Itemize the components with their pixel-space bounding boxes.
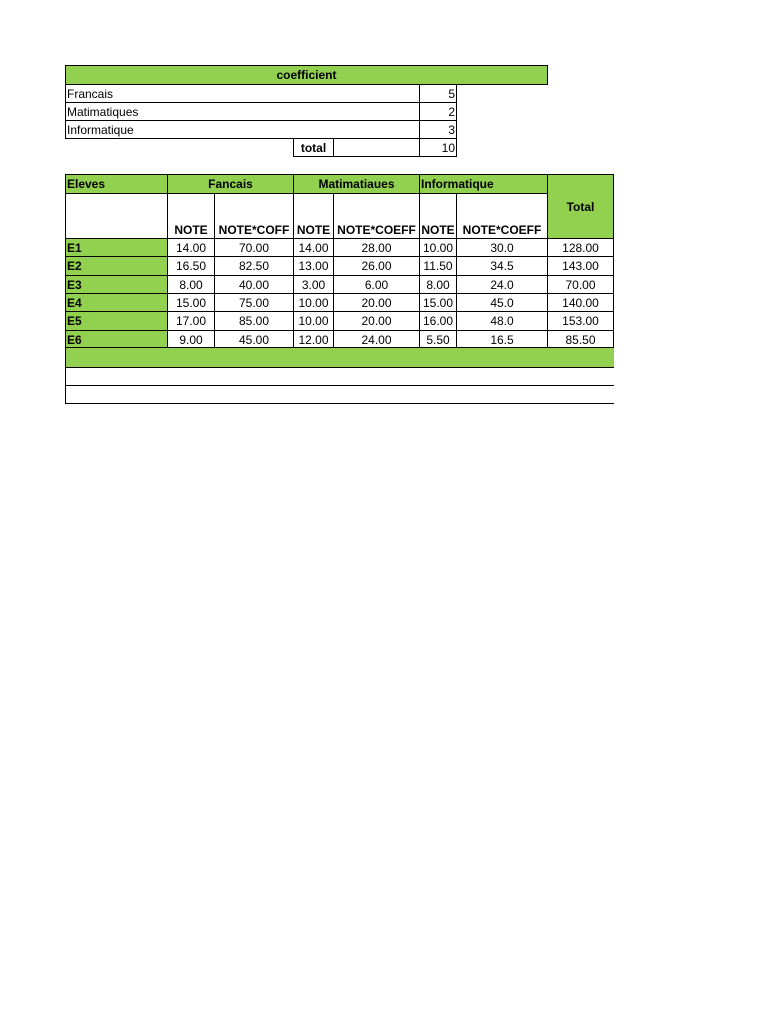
grade-cell-note-informatique: 15.00	[419, 293, 457, 312]
subheader-note-informatique: NOTE	[419, 193, 457, 239]
student-name-cell: E1	[65, 238, 168, 257]
grade-cell-notecoeff-informatique: 30.0	[456, 238, 548, 257]
subject-header-maths: Matimatiaues	[293, 174, 420, 194]
students-header: Eleves	[65, 174, 168, 194]
grade-cell-note-informatique: 11.50	[419, 256, 457, 276]
summary-row-blank-2	[65, 385, 614, 404]
coefficient-value-francais: 5	[419, 84, 457, 103]
student-name-cell: E2	[65, 256, 168, 276]
grade-cell-note-informatique: 16.00	[419, 311, 457, 331]
grade-cell-notecoeff-francais: 82.50	[214, 256, 294, 276]
total-cell: 70.00	[547, 275, 614, 294]
grade-cell-notecoeff-maths: 26.00	[333, 256, 420, 276]
coefficient-label-informatique: Informatique	[65, 120, 420, 139]
total-cell: 143.00	[547, 256, 614, 276]
grade-cell-notecoeff-francais: 40.00	[214, 275, 294, 294]
grade-cell-note-informatique: 8.00	[419, 275, 457, 294]
student-name-cell: E4	[65, 293, 168, 312]
student-name-cell: E3	[65, 275, 168, 294]
subheader-notecoeff-informatique: NOTE*COEFF	[456, 193, 548, 239]
coefficient-total-blank	[333, 138, 420, 157]
student-name-cell: E5	[65, 311, 168, 331]
grade-cell-note-francais: 14.00	[167, 238, 215, 257]
coefficient-label-maths: Matimatiques	[65, 102, 420, 121]
grade-cell-notecoeff-francais: 75.00	[214, 293, 294, 312]
subheader-note-francais: NOTE	[167, 193, 215, 239]
grade-cell-note-informatique: 5.50	[419, 330, 457, 349]
coefficient-title: coefficient	[65, 65, 548, 85]
coefficient-value-informatique: 3	[419, 120, 457, 139]
grade-cell-notecoeff-informatique: 24.0	[456, 275, 548, 294]
grade-cell-notecoeff-informatique: 48.0	[456, 311, 548, 331]
grade-cell-notecoeff-francais: 45.00	[214, 330, 294, 349]
grade-cell-notecoeff-maths: 20.00	[333, 293, 420, 312]
grade-cell-note-maths: 12.00	[293, 330, 334, 349]
subject-header-francais: Fancais	[167, 174, 294, 194]
total-header: Total	[547, 174, 614, 239]
total-cell: 153.00	[547, 311, 614, 331]
student-name-cell: E6	[65, 330, 168, 349]
grade-cell-note-maths: 10.00	[293, 293, 334, 312]
grade-cell-note-maths: 14.00	[293, 238, 334, 257]
subject-header-informatique: Informatique	[419, 174, 548, 194]
grade-cell-note-maths: 10.00	[293, 311, 334, 331]
grade-cell-notecoeff-informatique: 45.0	[456, 293, 548, 312]
subheader-notecoeff-francais: NOTE*COFF	[214, 193, 294, 239]
subheader-note-maths: NOTE	[293, 193, 334, 239]
summary-row-green	[65, 347, 614, 368]
grade-cell-note-francais: 17.00	[167, 311, 215, 331]
grade-cell-note-francais: 15.00	[167, 293, 215, 312]
grade-cell-note-maths: 13.00	[293, 256, 334, 276]
summary-row-blank-1	[65, 367, 614, 386]
grade-cell-notecoeff-maths: 20.00	[333, 311, 420, 331]
grade-cell-note-francais: 16.50	[167, 256, 215, 276]
grade-cell-note-maths: 3.00	[293, 275, 334, 294]
grade-cell-note-informatique: 10.00	[419, 238, 457, 257]
grade-cell-notecoeff-maths: 28.00	[333, 238, 420, 257]
coefficient-label-francais: Francais	[65, 84, 420, 103]
grade-cell-notecoeff-informatique: 34.5	[456, 256, 548, 276]
total-cell: 85.50	[547, 330, 614, 349]
grade-cell-notecoeff-maths: 6.00	[333, 275, 420, 294]
grade-cell-notecoeff-informatique: 16.5	[456, 330, 548, 349]
grade-cell-notecoeff-maths: 24.00	[333, 330, 420, 349]
coefficient-total-label: total	[293, 138, 334, 157]
grade-cell-note-francais: 8.00	[167, 275, 215, 294]
grade-cell-note-francais: 9.00	[167, 330, 215, 349]
total-cell: 140.00	[547, 293, 614, 312]
grade-cell-notecoeff-francais: 85.00	[214, 311, 294, 331]
subheader-notecoeff-maths: NOTE*COEFF	[333, 193, 420, 239]
coefficient-value-maths: 2	[419, 102, 457, 121]
coefficient-total-value: 10	[419, 138, 457, 157]
grade-cell-notecoeff-francais: 70.00	[214, 238, 294, 257]
total-cell: 128.00	[547, 238, 614, 257]
students-subheader-blank	[65, 193, 168, 239]
